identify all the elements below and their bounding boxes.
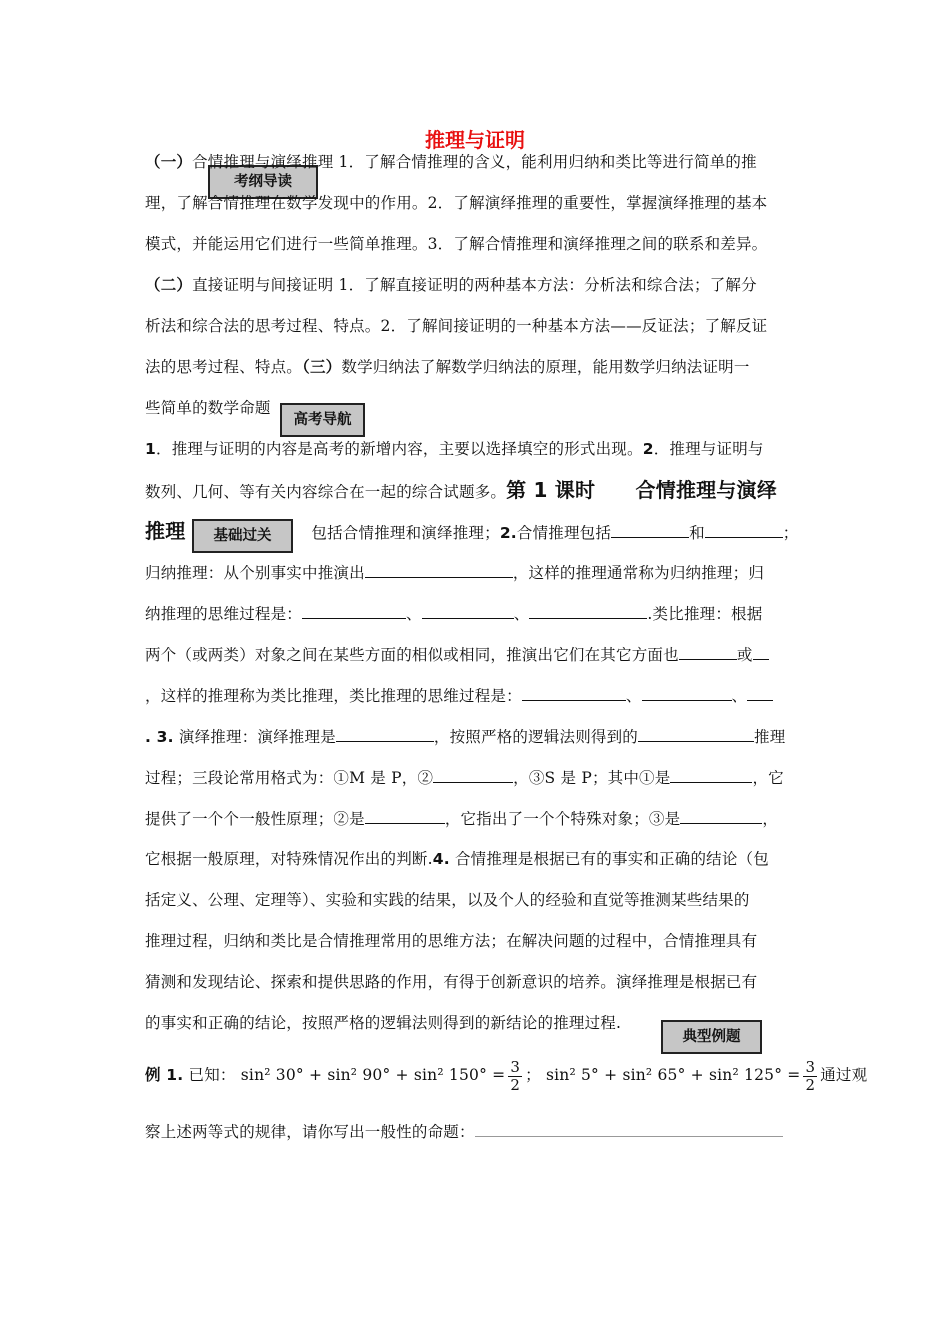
number-label: 4.: [432, 850, 450, 868]
text-span: 推理: [754, 728, 786, 746]
text-line: [145, 807, 810, 830]
fill-blank[interactable]: [679, 643, 737, 660]
fill-blank[interactable]: [705, 521, 783, 538]
text-span: 合情推理与演绎推理 1．了解合情推理的含义，能利用归纳和类比等进行简单的推: [192, 153, 757, 171]
text-span: ；: [782, 524, 799, 542]
fraction-denominator: 2: [510, 1075, 521, 1094]
text-span: ，: [762, 810, 779, 828]
text-span: 它根据一般原理，对特殊情况作出的判断.: [145, 850, 433, 868]
fill-blank[interactable]: [433, 766, 513, 783]
text-line: [145, 602, 810, 625]
text-line: [145, 643, 810, 666]
text-span: ，它: [752, 769, 784, 787]
text-span: 演绎推理：演绎推理是: [173, 728, 336, 746]
section-tag-dianxing: 典型例题: [661, 1020, 762, 1054]
text-span: ，这样的推理通常称为归纳推理；归: [512, 564, 765, 582]
text-span: 数列、几何、等有关内容综合在一起的综合试题多。: [145, 483, 507, 501]
text-span: 合情推理是根据已有的事实和正确的结论（包: [449, 850, 769, 868]
text-line: [145, 520, 810, 544]
text-span: 归纳推理：从个别事实中推演出: [145, 564, 365, 582]
text-span: ．推理与证明与: [653, 440, 764, 458]
answer-blank[interactable]: [475, 1120, 783, 1137]
fill-blank[interactable]: [642, 684, 732, 701]
section-tag-gaokao: 高考导航: [280, 403, 365, 437]
text-span: 包括合情推理和演绎推理；: [311, 524, 500, 542]
text-span: 通过观: [820, 1066, 868, 1084]
text-span: 提供了一个个一般性原理；②是: [145, 810, 365, 828]
section-tag-kaogang: 考纲导读: [208, 165, 318, 199]
text-line: 些简单的数学命题: [145, 399, 271, 417]
equation-1: sin² 30° + sin² 90° + sin² 150° =: [240, 1066, 506, 1084]
text-line: [145, 1120, 810, 1143]
text-line: 理，了解合情推理在数学发现中的作用。2．了解演绎推理的重要性，掌握演绎推理的基本: [145, 194, 768, 212]
fill-blank[interactable]: [753, 643, 769, 660]
fill-blank[interactable]: [638, 725, 754, 742]
text-span: 、: [406, 605, 422, 623]
lesson-heading: 第 1 课时 合情推理与演绎: [506, 478, 777, 502]
fraction-denominator: 2: [805, 1075, 816, 1094]
fill-blank[interactable]: [747, 684, 773, 701]
fill-blank[interactable]: [611, 521, 689, 538]
text-span: 直接证明与间接证明 1．了解直接证明的两种基本方法：分析法和综合法；了解分: [192, 276, 757, 294]
text-line: [145, 766, 810, 789]
text-line: [145, 274, 810, 296]
text-span: ；: [525, 1066, 541, 1084]
number-label: 2.: [499, 524, 517, 542]
number-label: 1: [145, 440, 156, 458]
text-line: 析法和综合法的思考过程、特点。2．了解间接证明的一种基本方法——反证法；了解反证: [145, 317, 768, 335]
text-span: 、: [625, 687, 642, 705]
text-span: 、: [731, 687, 748, 705]
text-line: 模式，并能运用它们进行一些简单推理。3．了解合情推理和演绎推理之间的联系和差异。: [145, 235, 768, 253]
text-span: 合情推理包括: [516, 524, 612, 542]
number-label: 2: [642, 440, 654, 458]
text-span: .类比推理：根据: [647, 605, 763, 623]
equation-2: sin² 5° + sin² 65° + sin² 125° =: [545, 1066, 801, 1084]
fill-blank[interactable]: [302, 602, 406, 619]
text-span: 已知：: [188, 1066, 236, 1084]
fill-blank[interactable]: [529, 602, 647, 619]
fill-blank[interactable]: [422, 602, 514, 619]
page-title: 推理与证明: [425, 128, 525, 152]
fill-blank[interactable]: [522, 684, 626, 701]
text-span: ，这样的推理称为类比推理，类比推理的思维过程是：: [145, 687, 522, 705]
text-span: 纳推理的思维过程是：: [145, 605, 303, 623]
text-span: ，按照严格的逻辑法则得到的: [433, 728, 639, 746]
text-span: ，③S 是 P；其中①是: [513, 769, 671, 787]
text-line: [145, 356, 810, 378]
text-span: 两个（或两类）对象之间在某些方面的相似或相同，推演出它们在其它方面也: [145, 646, 679, 664]
text-span: ．推理与证明的内容是高考的新增内容，主要以选择填空的形式出现。: [156, 440, 643, 458]
fill-blank[interactable]: [336, 725, 434, 742]
text-span: 察上述两等式的规律，请你写出一般性的命题：: [145, 1123, 475, 1141]
text-line: 推理过程，归纳和类比是合情推理常用的思维方法；在解决问题的过程中，合情推理具有: [145, 932, 758, 950]
text-line: [145, 151, 810, 173]
text-span: 法的思考过程、特点。: [145, 358, 303, 376]
section-label: （一）: [145, 153, 193, 171]
number-label: . 3.: [145, 728, 174, 746]
lesson-heading-cont: 推理: [145, 519, 186, 543]
text-line: 猜测和发现结论、探索和提供思路的作用，有得于创新意识的培养。演绎推理是根据已有: [145, 973, 758, 991]
text-span: 过程；三段论常用格式为：①M 是 P，②: [145, 769, 434, 787]
text-line: [145, 848, 810, 870]
example-line: [145, 1053, 868, 1097]
text-span: 数学归纳法了解数学归纳法的原理，能用数学归纳法证明一: [341, 358, 750, 376]
text-line: [145, 684, 810, 707]
section-label: （二）: [145, 276, 193, 294]
fill-blank[interactable]: [680, 807, 762, 824]
fill-blank[interactable]: [365, 561, 513, 578]
fill-blank[interactable]: [670, 766, 752, 783]
fraction-numerator: 3: [510, 1057, 521, 1076]
text-line: [145, 561, 810, 584]
fraction: [508, 1059, 522, 1094]
text-line: [145, 438, 810, 460]
section-tag-jichu: 基础过关: [192, 519, 293, 553]
text-line: 的事实和正确的结论，按照严格的逻辑法则得到的新结论的推理过程.: [145, 1014, 622, 1032]
text-line: 括定义、公理、定理等）、实验和实践的结果，以及个人的经验和直觉等推测某些结果的: [145, 891, 750, 909]
fraction-numerator: 3: [805, 1057, 816, 1076]
text-line: [145, 479, 810, 503]
text-span: 或: [736, 646, 753, 664]
text-line: [145, 725, 810, 748]
section-label: （三）: [302, 358, 342, 376]
fraction: [803, 1059, 817, 1094]
example-label: 例 1.: [145, 1066, 184, 1084]
fill-blank[interactable]: [365, 807, 445, 824]
text-span: 和: [689, 524, 705, 542]
text-span: ，它指出了一个个特殊对象；③是: [444, 810, 681, 828]
text-span: 、: [513, 605, 530, 623]
